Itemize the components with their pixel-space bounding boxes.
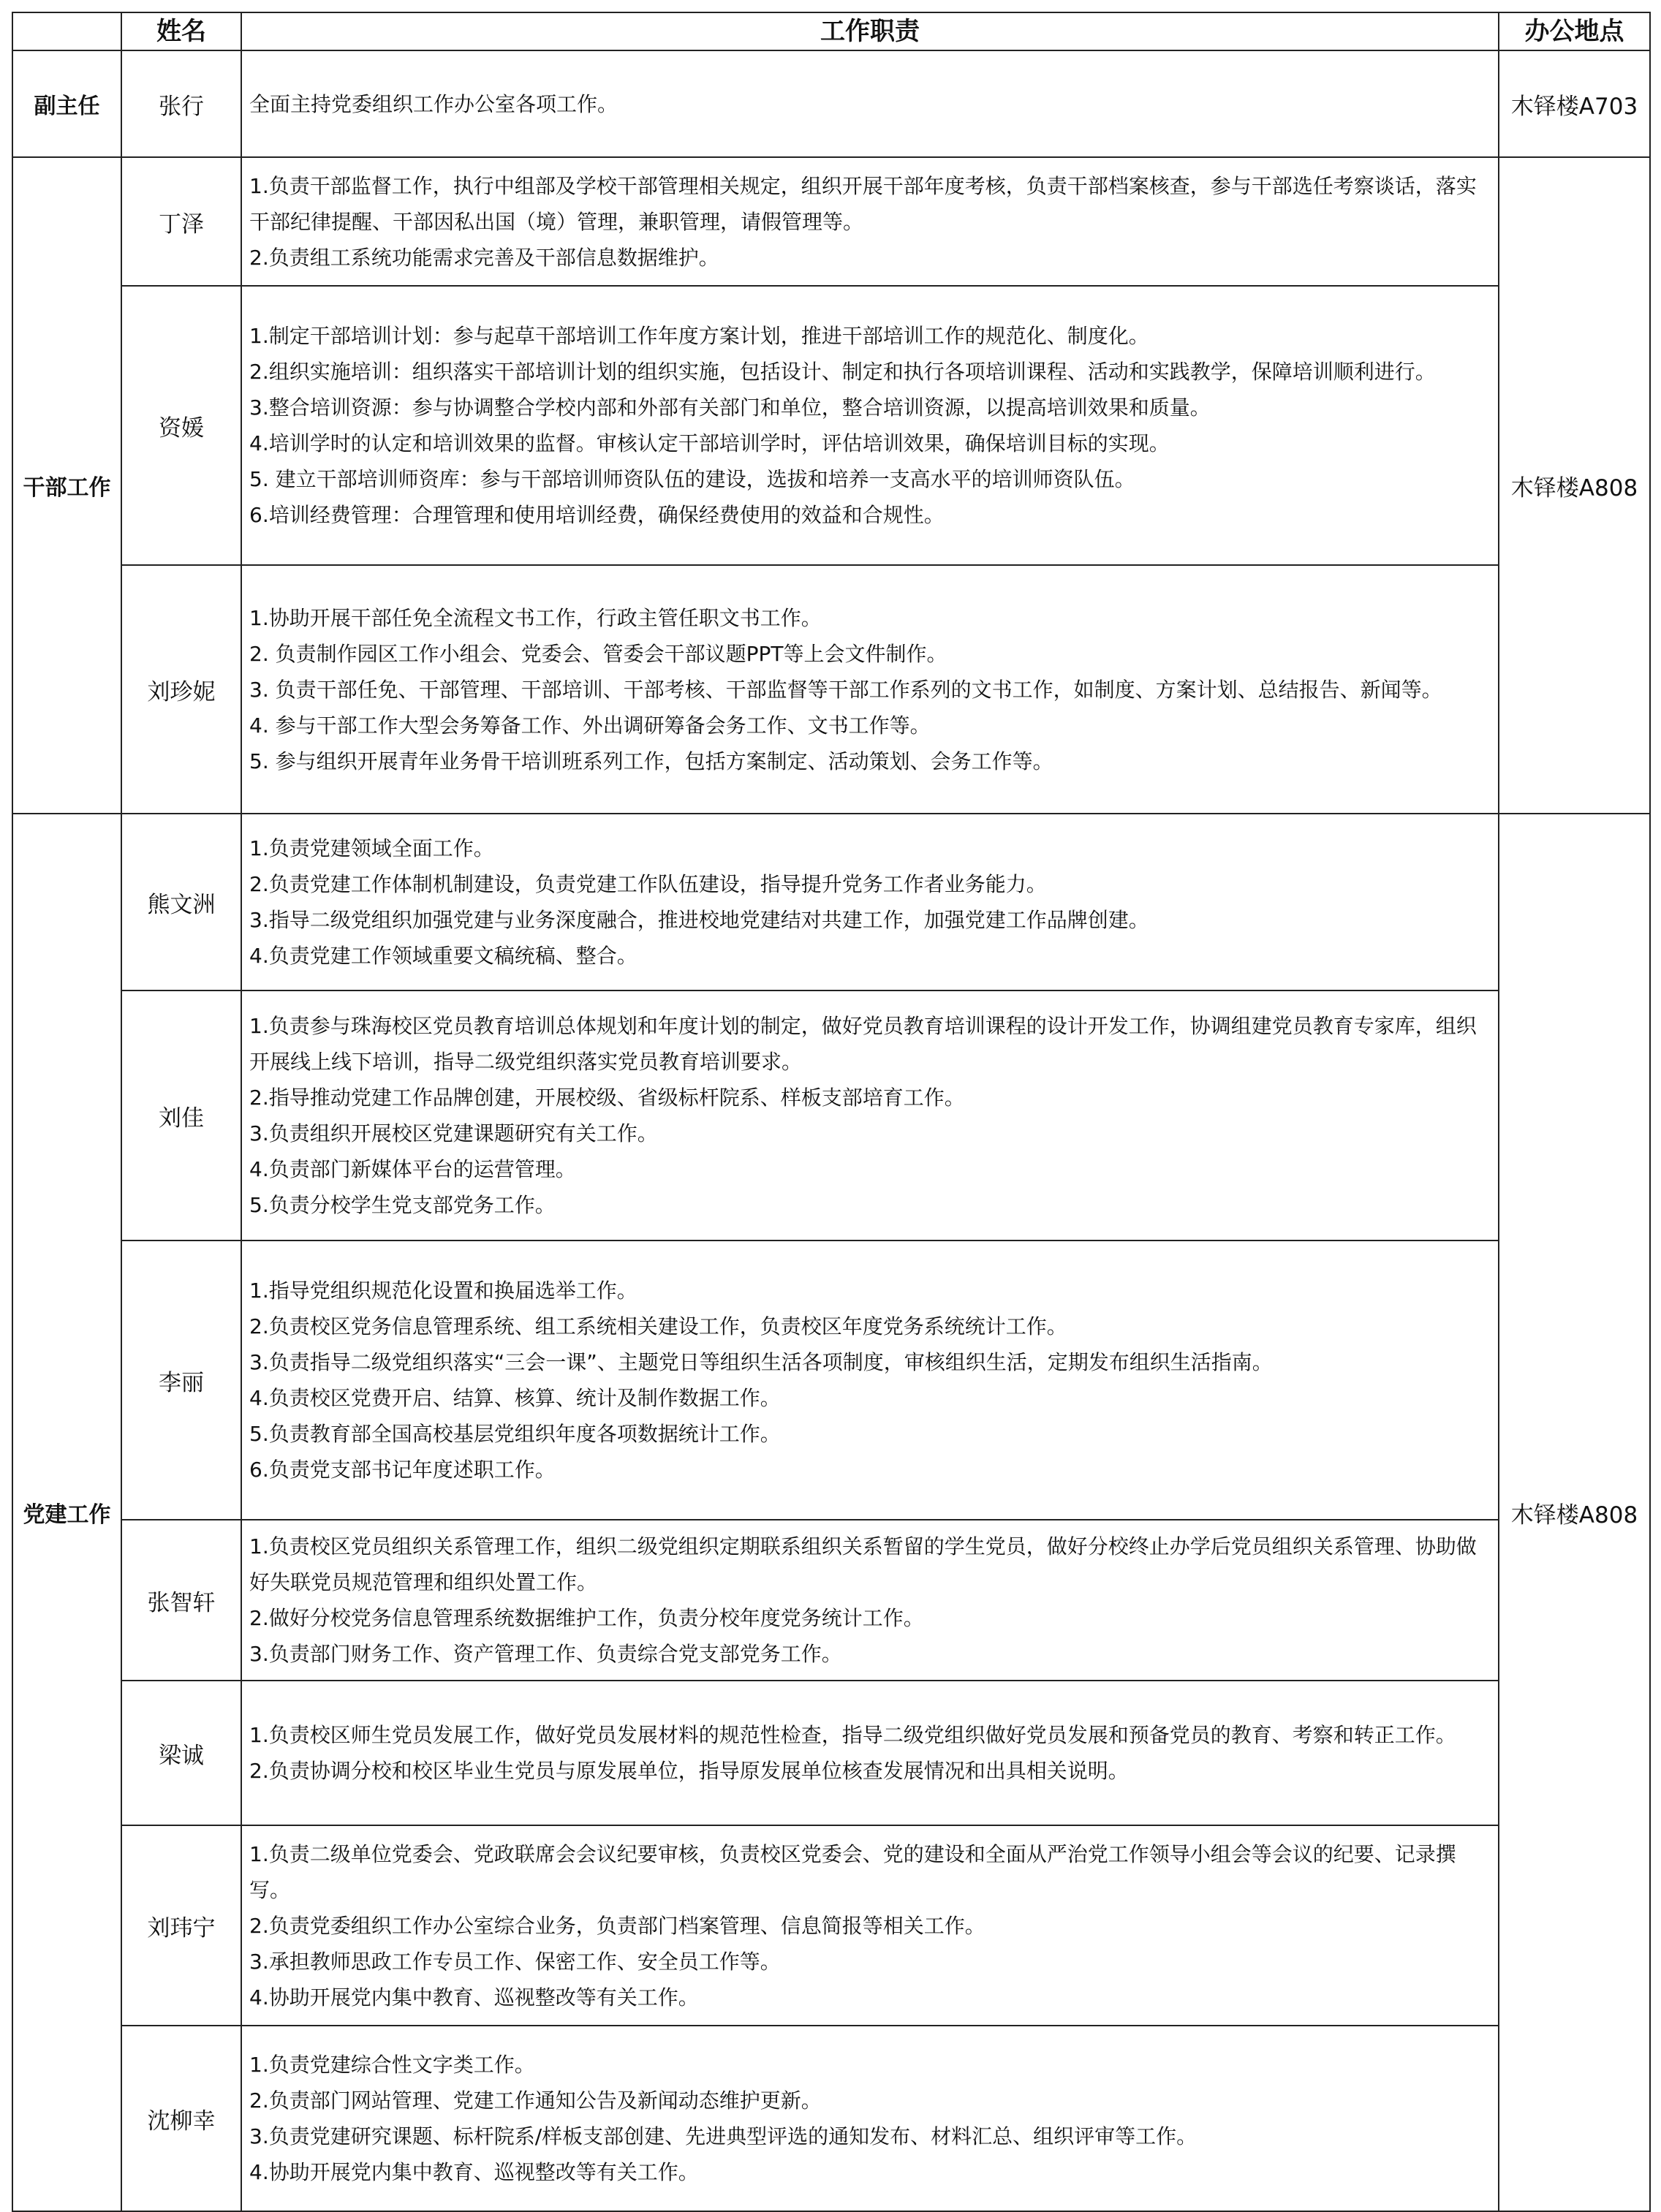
duty-item: 1.负责干部监督工作，执行中组部及学校干部管理相关规定，组织开展干部年度考核，负责干部档案核查，参与干部选任考察谈话，落实干部纪律提醒、干部因私出国（境）管理，兼职管理，请假管理等。 xyxy=(249,173,1477,234)
duty-table xyxy=(12,12,1651,2212)
duty-table-body xyxy=(12,50,1650,2211)
duty-item: 1.制定干部培训计划：参与起草干部培训工作年度方案计划，推进干部培训工作的规范化、制度化。 xyxy=(249,324,1149,348)
table-row xyxy=(12,991,1650,1241)
duty-item: 4.负责党建工作领域重要文稿统稿、整合。 xyxy=(249,944,637,968)
duty-item: 2.负责党建工作体制机制建设，负责党建工作队伍建设，指导提升党务工作者业务能力。 xyxy=(249,872,1047,896)
duty-item: 4.协助开展党内集中教育、巡视整改等有关工作。 xyxy=(249,1985,699,2010)
location-header: 办公地点 xyxy=(1499,12,1650,50)
duties-cell xyxy=(241,2026,1499,2211)
staff-name: 熊文洲 xyxy=(121,814,241,991)
duty-item: 2.负责校区党务信息管理系统、组工系统相关建设工作，负责校区年度党务系统统计工作。 xyxy=(249,1314,1067,1338)
staff-name: 刘玮宁 xyxy=(121,1825,241,2026)
header-row xyxy=(12,12,1650,50)
duty-item: 2.负责组工系统功能需求完善及干部信息数据维护。 xyxy=(249,245,719,270)
duties-cell xyxy=(241,1520,1499,1681)
table-row xyxy=(12,565,1650,814)
duty-item: 2.做好分校党务信息管理系统数据维护工作，负责分校年度党务统计工作。 xyxy=(249,1606,924,1630)
group-label: 党建工作 xyxy=(12,814,121,2211)
staff-name: 资媛 xyxy=(121,286,241,565)
duties-cell xyxy=(241,991,1499,1241)
duty-item: 1.负责党建领域全面工作。 xyxy=(249,836,494,860)
staff-name: 刘珍妮 xyxy=(121,565,241,814)
duty-item: 4.培训学时的认定和培训效果的监督。审核认定干部培训学时，评估培训效果，确保培训目标的实现。 xyxy=(249,431,1170,455)
duties-cell xyxy=(241,157,1499,286)
duty-item: 5. 参与组织开展青年业务骨干培训班系列工作，包括方案制定、活动策划、会务工作等。 xyxy=(249,749,1053,773)
duty-item: 3.承担教师思政工作专员工作、保密工作、安全员工作等。 xyxy=(249,1949,781,1974)
table-row xyxy=(12,1681,1650,1825)
duty-item: 3.负责部门财务工作、资产管理工作、负责综合党支部党务工作。 xyxy=(249,1642,842,1666)
table-row xyxy=(12,50,1650,157)
duty-item: 6.负责党支部书记年度述职工作。 xyxy=(249,1458,556,1482)
duty-item: 1.协助开展干部任免全流程文书工作，行政主管任职文书工作。 xyxy=(249,605,822,630)
table-row xyxy=(12,1825,1650,2026)
duty-item: 2.指导推动党建工作品牌创建，开展校级、省级标杆院系、样板支部培育工作。 xyxy=(249,1086,965,1110)
duties-cell xyxy=(241,1241,1499,1520)
office-location: 木铎楼A703 xyxy=(1499,50,1650,157)
duties-cell xyxy=(241,1825,1499,2026)
staff-name: 沈柳幸 xyxy=(121,2026,241,2211)
duty-item: 6.培训经费管理：合理管理和使用培训经费，确保经费使用的效益和合规性。 xyxy=(249,503,945,527)
duties-cell xyxy=(241,814,1499,991)
duty-item: 3.指导二级党组织加强党建与业务深度融合，推进校地党建结对共建工作，加强党建工作品牌创建。 xyxy=(249,908,1149,932)
duty-item: 2. 负责制作园区工作小组会、党委会、管委会干部议题PPT等上会文件制作。 xyxy=(249,641,947,666)
duty-item: 2.负责部门网站管理、党建工作通知公告及新闻动态维护更新。 xyxy=(249,2088,822,2113)
staff-name: 刘佳 xyxy=(121,991,241,1241)
office-location: 木铎楼A808 xyxy=(1499,157,1650,814)
duty-item: 4.协助开展党内集中教育、巡视整改等有关工作。 xyxy=(249,2160,699,2184)
table-row xyxy=(12,286,1650,565)
duties-cell xyxy=(241,565,1499,814)
duty-item: 3.负责党建研究课题、标杆院系/样板支部创建、先进典型评选的通知发布、材料汇总、组织评审等工作。 xyxy=(249,2124,1197,2148)
duty-item: 1.负责参与珠海校区党员教育培训总体规划和年度计划的制定，做好党员教育培训课程的设计开发工作，协调组建党员教育专家库，组织开展线上线下培训，指导二级党组织落实党员教育培训要求。 xyxy=(249,1014,1477,1074)
staff-name: 张智轩 xyxy=(121,1520,241,1681)
duty-item: 3.整合培训资源：参与协调整合学校内部和外部有关部门和单位，整合培训资源，以提高培训效果和质量。 xyxy=(249,395,1211,420)
staff-name: 张行 xyxy=(121,50,241,157)
table-row xyxy=(12,814,1650,991)
name-header: 姓名 xyxy=(121,12,241,50)
staff-name: 李丽 xyxy=(121,1241,241,1520)
duty-item: 1.负责二级单位党委会、党政联席会会议纪要审核，负责校区党委会、党的建设和全面从严治党工作领导小组会等会议的纪要、记录撰写。 xyxy=(249,1841,1456,1902)
duty-item: 2.负责党委组织工作办公室综合业务，负责部门档案管理、信息简报等相关工作。 xyxy=(249,1913,985,1938)
duty-item: 5.负责教育部全国高校基层党组织年度各项数据统计工作。 xyxy=(249,1422,781,1446)
duty-item: 5. 建立干部培训师资库：参与干部培训师资队伍的建设，选拔和培养一支高水平的培训师资队伍。 xyxy=(249,467,1135,491)
duties-cell xyxy=(241,50,1499,157)
duty-item: 4. 参与干部工作大型会务筹备工作、外出调研筹备会务工作、文书工作等。 xyxy=(249,713,931,738)
duty-item: 3.负责组织开展校区党建课题研究有关工作。 xyxy=(249,1121,658,1145)
staff-name: 丁泽 xyxy=(121,157,241,286)
office-location: 木铎楼A808 xyxy=(1499,814,1650,2211)
duty-item: 1.负责党建综合性文字类工作。 xyxy=(249,2053,535,2077)
duty-item: 全面主持党委组织工作办公室各项工作。 xyxy=(249,91,618,116)
duties-header: 工作职责 xyxy=(241,12,1499,50)
duty-item: 3. 负责干部任免、干部管理、干部培训、干部考核、干部监督等干部工作系列的文书工作，如制度、方案计划、总结报告、新闻等。 xyxy=(249,677,1442,702)
group-header xyxy=(12,12,121,50)
duty-item: 2.负责协调分校和校区毕业生党员与原发展单位，指导原发展单位核查发展情况和出具相关说明。 xyxy=(249,1759,1129,1783)
duty-item: 4.负责部门新媒体平台的运营管理。 xyxy=(249,1157,576,1181)
duty-item: 1.负责校区党员组织关系管理工作，组织二级党组织定期联系组织关系暂留的学生党员，做好分校终止办学后党员组织关系管理、协助做好失联党员规范管理和组织处置工作。 xyxy=(249,1534,1477,1594)
table-row xyxy=(12,1520,1650,1681)
duties-cell xyxy=(241,1681,1499,1825)
duty-item: 5.负责分校学生党支部党务工作。 xyxy=(249,1193,556,1217)
staff-name: 梁诚 xyxy=(121,1681,241,1825)
duties-cell xyxy=(241,286,1499,565)
duty-item: 2.组织实施培训：组织落实干部培训计划的组织实施，包括设计、制定和执行各项培训课程、活动和实践教学，保障培训顺利进行。 xyxy=(249,360,1436,384)
duty-item: 4.负责校区党费开启、结算、核算、统计及制作数据工作。 xyxy=(249,1386,781,1410)
table-row xyxy=(12,1241,1650,1520)
group-label: 副主任 xyxy=(12,50,121,157)
duty-item: 1.负责校区师生党员发展工作，做好党员发展材料的规范性检查，指导二级党组织做好党员发展和预备党员的教育、考察和转正工作。 xyxy=(249,1723,1456,1747)
group-label: 干部工作 xyxy=(12,157,121,814)
table-row xyxy=(12,2026,1650,2211)
table-row xyxy=(12,157,1650,286)
duty-item: 1.指导党组织规范化设置和换届选举工作。 xyxy=(249,1279,637,1303)
duty-item: 3.负责指导二级党组织落实“三会一课”、主题党日等组织生活各项制度，审核组织生活，定期发布组织生活指南。 xyxy=(249,1350,1273,1374)
